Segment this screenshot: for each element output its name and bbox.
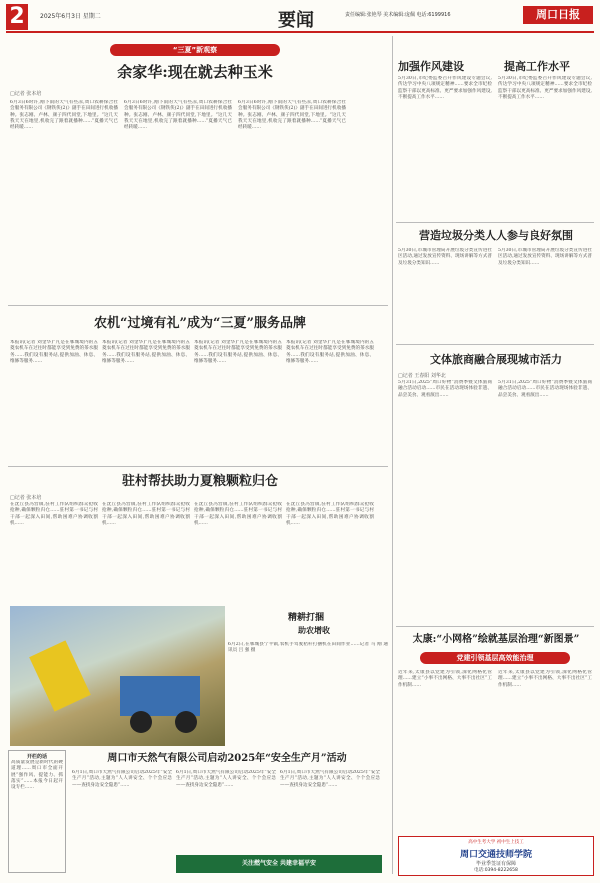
divider	[396, 222, 594, 223]
bottom-body-col1: 6月1日,周口市天然气有限公司启动2025年“安全生产月”活动,主题为“人人讲安全、个个会应急——查找身边安全隐患”……	[72, 770, 172, 788]
divider	[8, 466, 388, 467]
issue-date: 2025年6月3日 星期二	[40, 13, 101, 20]
sidebar-head: 开栏的话	[26, 754, 47, 760]
article2-body-col2: 本报讯(记者 刘金华)“凡是在郸城境内的五菱农机车在过往时都能享受到免费的茶水服务……我们设有服务站,提供加油、休息、维修等服务……	[102, 340, 190, 364]
divider	[396, 344, 594, 345]
right2-body-col2: 5月30日,市城市管理局开展垃圾分类宣传进社区活动,通过发放宣传资料、现场讲解等方式普及垃圾分类知识……	[498, 248, 592, 266]
article2-body-col3: 本报讯(记者 刘金华)“凡是在郸城境内的五菱农机车在过往时都能享受到免费的茶水服务……我们设有服务站,提供加油、休息、维修等服务……	[194, 340, 282, 364]
gas-safety-banner: 关注燃气安全 共建幸福平安	[176, 855, 382, 873]
right2-body-col1: 5月30日,市城市管理局开展垃圾分类宣传进社区活动,通过发放宣传资料、现场讲解等方式普及垃圾分类知识……	[398, 248, 492, 266]
ad-phone: 电话:0394-8222658	[474, 868, 518, 873]
masthead: 周口日报	[523, 6, 593, 24]
article1-body-col3: 6月3日6时许,刚下雨的天气有些凉,周口农耕保合社会服务有限公司《钢铁侠(2)》副手在田间进行机收播种。张志刚、卢林、颜子四代同堂,下地里。“这几天我天天在地里,机收完了跟着就播种……”夏播天气已经转暖……	[238, 100, 346, 131]
editor-line: 责任编辑:张艳琴 美术编辑:庞佩 电话:6199916	[345, 12, 451, 18]
article3-body-col4: 在沈丘县冯营镇,驻村工作队组织群众抢收抢种,确保颗粒归仓……驻村第一书记与村干部一起深入田间,帮助困难户协调收割机……	[286, 502, 374, 526]
article3-byline: □记者 张本培	[10, 495, 42, 501]
right3-title[interactable]: 文体旅商融合展现城市活力	[430, 353, 562, 366]
section-title: 要闻	[278, 10, 314, 31]
baler-arm	[29, 640, 91, 711]
right1-title-left[interactable]: 加强作风建设	[398, 60, 464, 73]
article2-title[interactable]: 农机“过境有礼”成为“三夏”服务品牌	[94, 316, 306, 331]
article3-body-col2: 在沈丘县冯营镇,驻村工作队组织群众抢收抢种,确保颗粒归仓……驻村第一书记与村干部一起深入田间,帮助困难户协调收割机……	[102, 502, 190, 526]
right3-body-col2: 5月31日,2025“周口好物”消费季暨文体旅商融合活动启动……市民在活动现场体验非遗、品尝美食、观看演出……	[498, 380, 592, 398]
right3-body-col1: 5月31日,2025“周口好物”消费季暨文体旅商融合活动启动……市民在活动现场体验非遗、品尝美食、观看演出……	[398, 380, 492, 398]
header-rule	[6, 31, 594, 33]
divider	[396, 626, 594, 627]
tractor-wheel	[175, 711, 197, 733]
ad-tagline: 高中生考大学 初中生上技工	[468, 840, 524, 845]
right4-body-col1: 近年来,太康县以党建为引领,深化网格化管理……建立“小事不出网格、大事不出社区”工作机制……	[398, 670, 492, 688]
ad-sub: 毕业季签证有保障	[475, 861, 516, 867]
article1-byline: □记者 张本培	[10, 91, 42, 97]
tractor-body	[120, 676, 200, 716]
photo-caption: 6月2日,在郸城县宁平镇,农机手驾驶秸秆打捆机在田间作业……记者 马 刚 通讯员 吕 强 摄	[228, 642, 388, 654]
right2-title[interactable]: 营造垃圾分类人人参与良好氛围	[419, 229, 573, 242]
photo-caption-sub: 助农增收	[298, 626, 330, 635]
bottom-body-col2: 6月1日,周口市天然气有限公司启动2025年“安全生产月”活动,主题为“人人讲安全、个个会应急——查找身边安全隐患”……	[176, 770, 276, 788]
harvest-photo[interactable]	[10, 606, 225, 746]
party-banner: 党建引领基层高效能治理	[420, 652, 570, 664]
article1-body-col1: 6月3日6时许,刚下雨的天气有些凉,周口农耕保合社会服务有限公司《钢铁侠(2)》副手在田间进行机收播种。张志刚、卢林、颜子四代同堂,下地里。“这几天我天天在地里,机收完了跟着就播种……”夏播天气已经转暖……	[10, 100, 118, 131]
right4-title[interactable]: 太康:“小网格”绘就基层治理“新图景”	[412, 634, 580, 645]
divider	[8, 305, 388, 306]
article3-title[interactable]: 驻村帮扶助力夏粮颗粒归仓	[121, 474, 278, 489]
right1-body-col2: 5月30日,市纪委监委召开作风建设专题会议,传达学习中央八项规定精神……要求全市纪检监察干部以更高标准、更严要求加强作风建设,不断提高工作水平……	[498, 76, 592, 100]
column-divider	[392, 36, 393, 874]
article2-body-col4: 本报讯(记者 刘金华)“凡是在郸城境内的五菱农机车在过往时都能享受到免费的茶水服务……我们设有服务站,提供加油、休息、维修等服务……	[286, 340, 374, 364]
bottom-title[interactable]: 周口市天然气有限公司启动2025年“安全生产月”活动	[107, 753, 347, 764]
sidebar-body: 高质量发展是新时代的硬道理……周口市全面开展“强作风、提能力、抓落实”……本报今日起开设专栏……	[11, 760, 63, 791]
right1-body-col1: 5月30日,市纪委监委召开作风建设专题会议,传达学习中央八项规定精神……要求全市纪检监察干部以更高标准、更严要求加强作风建设,不断提高工作水平……	[398, 76, 492, 100]
ad-title: 周口交通技师学院	[459, 850, 532, 860]
article1-title[interactable]: 余家华:现在就去种玉米	[117, 63, 273, 81]
photo-caption-title: 精耕打捆	[288, 613, 325, 623]
right3-byline: □记者 王春阳 刘华北	[398, 373, 446, 379]
bottom-body-col3: 6月1日,周口市天然气有限公司启动2025年“安全生产月”活动,主题为“人人讲安全、个个会应急——查找身边安全隐患”……	[280, 770, 380, 788]
kicker-banner: “三夏”新观察	[110, 44, 280, 56]
article3-body-col1: 在沈丘县冯营镇,驻村工作队组织群众抢收抢种,确保颗粒归仓……驻村第一书记与村干部一起深入田间,帮助困难户协调收割机……	[10, 502, 98, 526]
article2-body-col1: 本报讯(记者 刘金华)“凡是在郸城境内的五菱农机车在过往时都能享受到免费的茶水服务……我们设有服务站,提供加油、休息、维修等服务……	[10, 340, 98, 364]
article1-body-col2: 6月3日6时许,刚下雨的天气有些凉,周口农耕保合社会服务有限公司《钢铁侠(2)》副手在田间进行机收播种。张志刚、卢林、颜子四代同堂,下地里。“这几天我天天在地里,机收完了跟着就播种……”夏播天气已经转暖……	[124, 100, 232, 131]
right1-title-right[interactable]: 提高工作水平	[504, 60, 570, 73]
page-number: 2	[6, 4, 28, 30]
article3-body-col3: 在沈丘县冯营镇,驻村工作队组织群众抢收抢种,确保颗粒归仓……驻村第一书记与村干部一起深入田间,帮助困难户协调收割机……	[194, 502, 282, 526]
right4-body-col2: 近年来,太康县以党建为引领,深化网格化管理……建立“小事不出网格、大事不出社区”工作机制……	[498, 670, 592, 688]
tractor-wheel	[130, 711, 152, 733]
school-ad[interactable]	[398, 836, 594, 876]
